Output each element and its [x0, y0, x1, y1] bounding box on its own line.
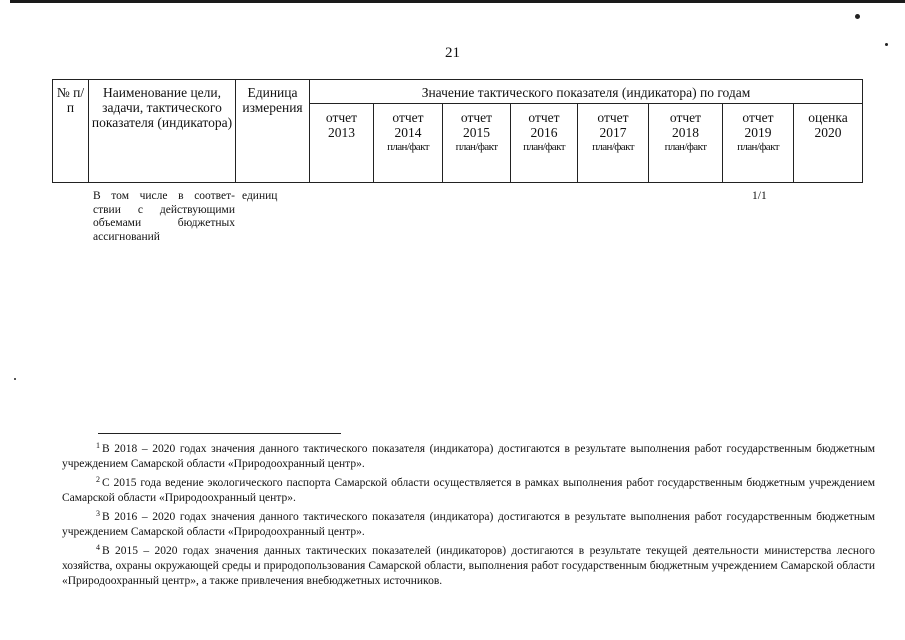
header-number: № п/п [53, 80, 89, 183]
year-2016: отчет 2016 план/факт [511, 104, 578, 183]
table-header-row [53, 80, 863, 104]
year-2020: оценка 2020 [794, 104, 863, 183]
footnote-3: $^3$ В 2016 – 2020 годах значения данного тактического показателя (индикатора) достигаются в результате выполнения работ государственным бюджетным учреждением Самарской области «Природоохранный центр». [62, 509, 875, 538]
year-2017: отчет 2017 план/факт [578, 104, 649, 183]
footnotes [62, 438, 875, 589]
year-2014: отчет 2014 план/факт [374, 104, 443, 183]
footnote-separator [98, 433, 341, 434]
header-values: Значение тактического показателя (индикатора) по годам [310, 80, 863, 104]
scan-speck [855, 14, 860, 19]
indicator-table [52, 79, 863, 183]
year-2015: отчет 2015 план/факт [443, 104, 511, 183]
year-2019: отчет 2019 план/факт [723, 104, 794, 183]
row-unit: единиц [242, 190, 278, 202]
header-name: Наименование цели, задачи, тактического показателя (индикатора) [89, 80, 236, 183]
header-unit: Единица измерения [236, 80, 310, 183]
year-2013: отчет 2013 [310, 104, 374, 183]
row-value-2019: 1/1 [752, 190, 767, 202]
year-2018: отчет 2018 план/факт [649, 104, 723, 183]
page-number: 21 [445, 45, 460, 61]
top-border-line [10, 0, 905, 3]
footnote-4: $^4$ В 2015 – 2020 годах значения данных тактических показателей (индикаторов) достигаются в результате текущей деятельности министерства лесного хозяйства, охраны окружающей среды и природопользования Самарской области, выполнения работ государственным бюджетным учреждением Самарской области «Природоохранный центр», а также привлечения внебюджетных источников. [62, 543, 875, 587]
footnote-1: $^1$ В 2018 – 2020 годах значения данного тактического показателя (индикатора) достигаются в результате выполнения работ государственным бюджетным учреждением Самарской области «Природоохранный центр». [62, 441, 875, 470]
scan-speck [14, 378, 16, 380]
row-name: В том числе в соответ- ствии с действующими объемами бюджетных ассигнований [93, 190, 235, 243]
footnote-2: $^2$ С 2015 года ведение экологического паспорта Самарской области осуществляется в рамках выполнения работ государственным бюджетным учреждением Самарской области «Природоохранный центр». [62, 475, 875, 504]
